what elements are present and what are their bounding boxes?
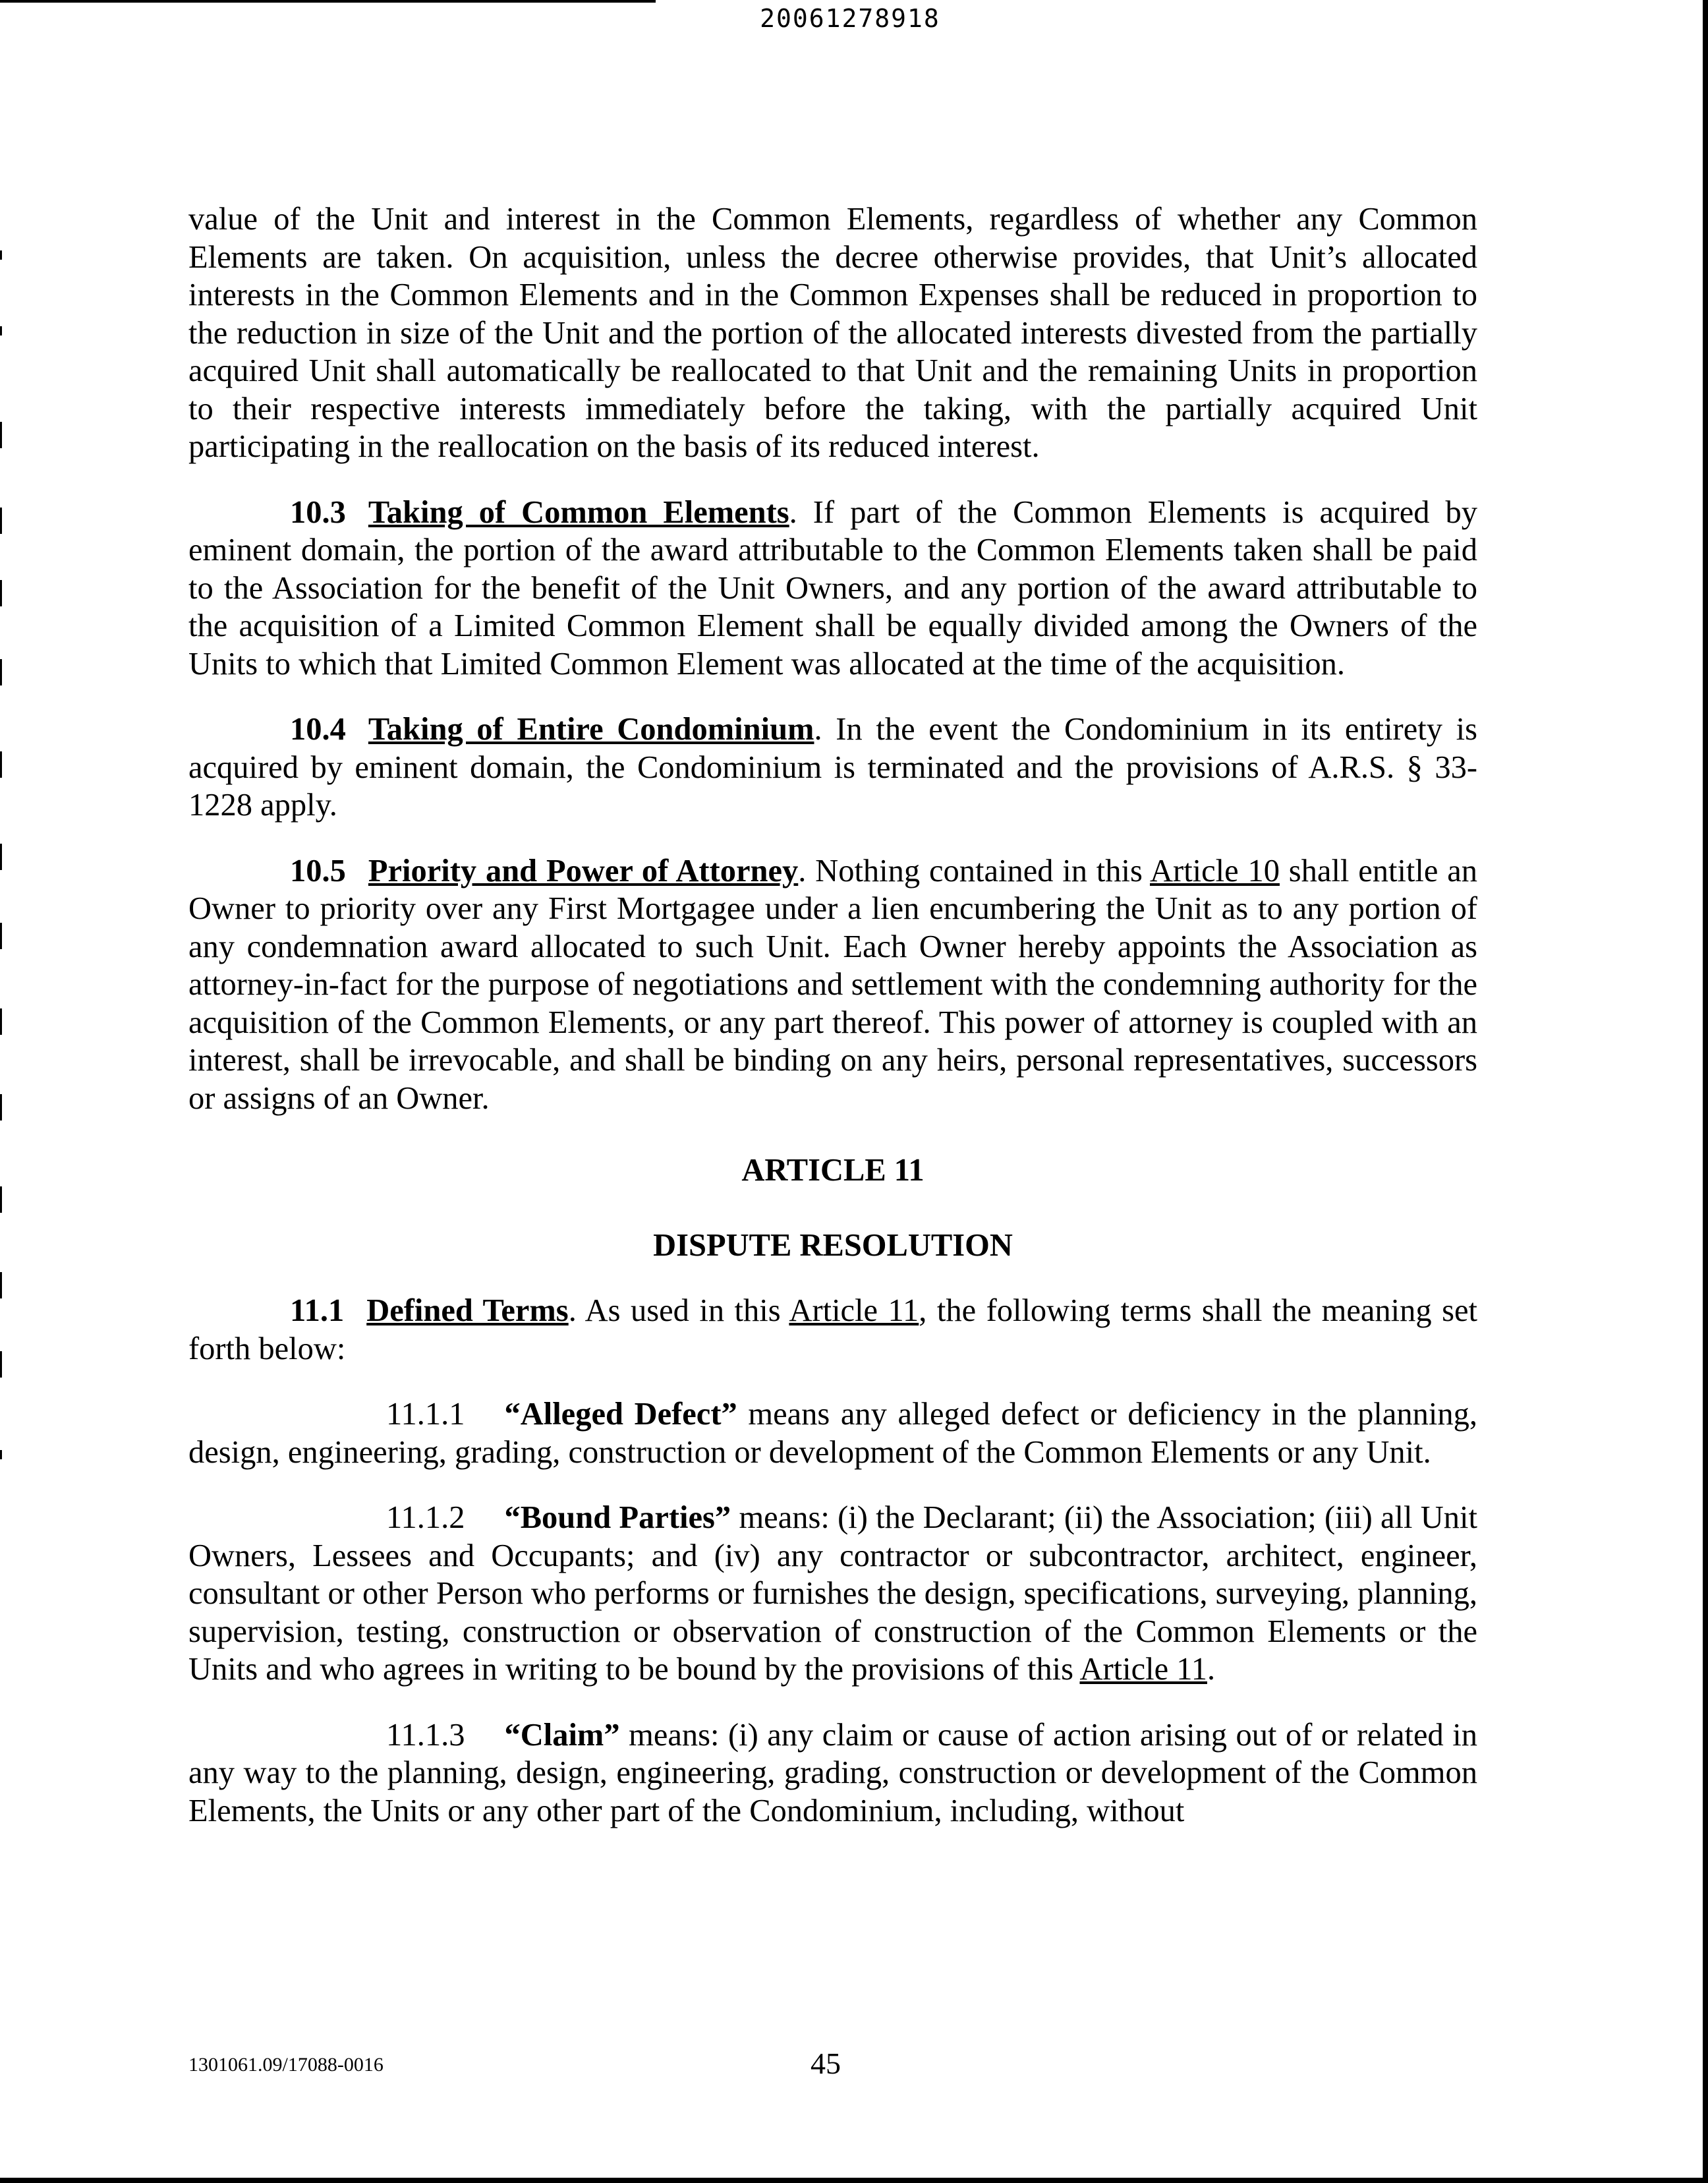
- section-text: . In the event the Condominium in its entirety is acquired by eminent domain, the Condominium is terminated and the provisions of A.R.S. § 33-1228 apply.: [188, 712, 1477, 823]
- section-title: Defined Terms: [366, 1293, 569, 1328]
- bottom-scan-edge: [0, 2178, 1708, 2183]
- definition-11-1-2: [188, 1499, 1477, 1689]
- defined-term: “Claim”: [504, 1717, 620, 1753]
- defined-term: “Alleged Defect”: [504, 1397, 737, 1432]
- section-10-5: [188, 852, 1477, 1118]
- section-10-4: [188, 711, 1477, 825]
- definition-11-1-3: [188, 1716, 1477, 1830]
- definition-end: .: [1207, 1652, 1216, 1687]
- article-heading: ARTICLE 11: [741, 1153, 925, 1188]
- page-body: [188, 200, 1477, 1830]
- definition-number: 11.1.2: [386, 1500, 465, 1535]
- definition-number: 11.1.3: [386, 1717, 465, 1753]
- section-title: Taking of Common Elements: [368, 494, 789, 530]
- section-number: 10.5: [290, 853, 346, 888]
- section-number: 10.4: [290, 712, 346, 747]
- right-scan-edge: [1703, 0, 1708, 2183]
- section-title: Priority and Power of Attorney: [368, 853, 799, 888]
- paragraph-intro: value of the Unit and interest in the Common Elements, regardless of whether any Common Elements are taken. On acquisition, unless the decree otherwise provides, that Unit’s allocated interests in the Common Elements and in the Common Expenses shall be reduced in proportion to the reduction in size of the Unit and the portion of the allocated interests divested from the partially acquired Unit shall automatically be reallocated to that Unit and the remaining Units in proportion to their respective interests immediately before the taking, with the partially acquired Unit participating in the reallocation on the basis of its reduced interest.: [188, 202, 1477, 464]
- footer-document-reference: 1301061.09/17088-0016: [188, 2054, 384, 2076]
- definition-11-1-1: [188, 1395, 1477, 1471]
- section-text: . If part of the Common Elements is acquired by eminent domain, the portion of the award attributable to the Common Elements taken shall be paid to the Association for the benefit of the Unit Owners, and any portion of the award attributable to the acquisition of a Limited Common Element shall be equally divided among the Owners of the Units to which that Limited Common Element was allocated at the time of the acquisition.: [188, 494, 1477, 682]
- section-number: 10.3: [290, 494, 346, 530]
- section-title: Taking of Entire Condominium: [368, 712, 814, 747]
- section-text: , the following terms shall the meaning set forth below:: [188, 1293, 1478, 1366]
- section-number: 11.1: [290, 1293, 345, 1328]
- article-reference: Article 10: [1150, 853, 1280, 888]
- definition-number: 11.1.1: [386, 1397, 465, 1432]
- article-reference: Article 11: [1079, 1652, 1207, 1687]
- defined-term: “Bound Parties”: [504, 1500, 731, 1535]
- page-number: 45: [811, 2047, 841, 2080]
- section-text: shall entitle an Owner to priority over any First Mortgagee under a lien encumbering the Unit as to any portion of any condemnation award allocated to such Unit. Each Owner hereby appoints the Association as attorney-in-fact for the purpose of negotiations and settlement with the condemning authority for the acquisition of the Common Elements, or any part thereof. This power of attorney is coupled with an interest, shall be irrevocable, and shall be binding on any heirs, personal representatives, successors or assigns of an Owner.: [188, 853, 1477, 1116]
- definition-text: means: (i) the Declarant; (ii) the Association; (iii) all Unit Owners, Lessees and Occupants; and (iv) any contractor or subcontractor, architect, engineer, consultant or other Person who performs or furnishes the design, specifications, surveying, planning, supervision, testing, construction or observation of construction of the Common Elements or the Units and who agrees in writing to be bound by the provisions of this: [188, 1500, 1478, 1687]
- top-border-line: [0, 0, 656, 3]
- document-number: 20061278918: [760, 4, 940, 33]
- definition-text: means any alleged defect or deficiency in the planning, design, engineering, grading, construction or development of the Common Elements or any Unit.: [188, 1397, 1477, 1470]
- section-11-1: [188, 1292, 1477, 1368]
- section-10-3: [188, 494, 1477, 684]
- article-reference: Article 11: [789, 1293, 919, 1328]
- section-text: . As used in this: [568, 1293, 789, 1328]
- definition-text: means: (i) any claim or cause of action arising out of or related in any way to the planning, design, engineering, grading, construction or development of the Common Elements, the Units or any other part of the Condominium, including, without: [188, 1717, 1477, 1828]
- article-title: DISPUTE RESOLUTION: [653, 1227, 1013, 1263]
- section-text: . Nothing contained in this: [798, 853, 1151, 888]
